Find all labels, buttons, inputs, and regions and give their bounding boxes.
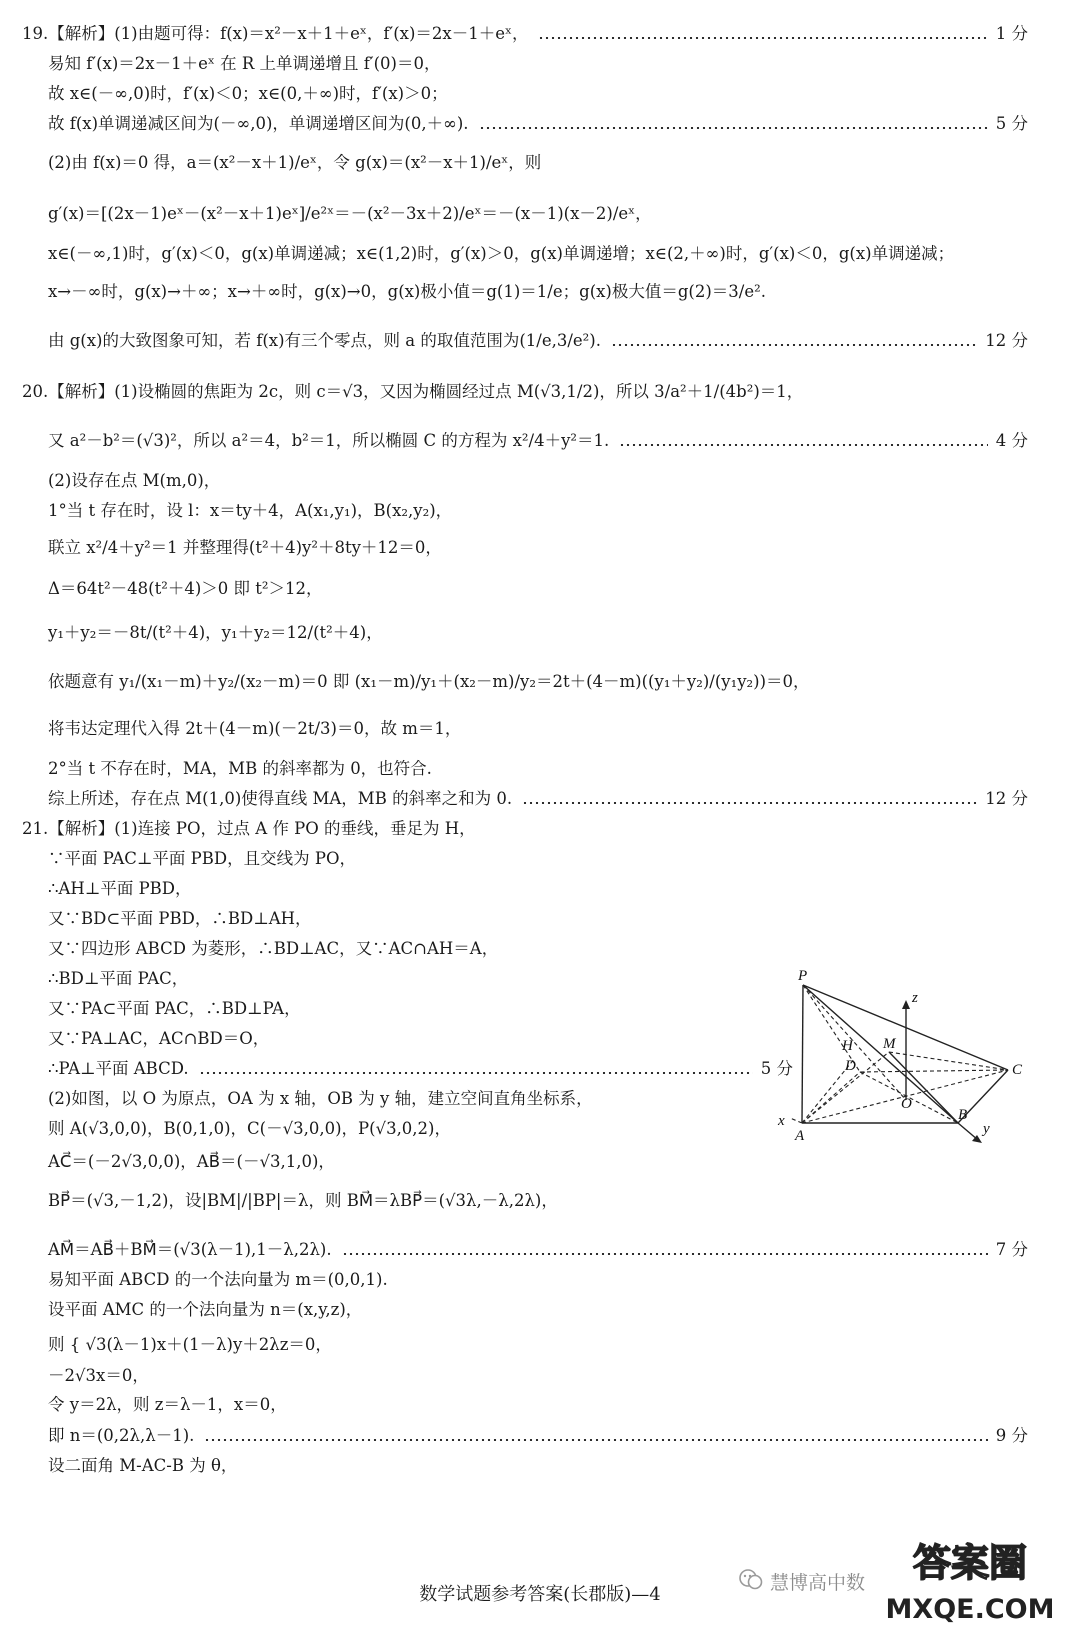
- label-D: D: [845, 1058, 856, 1074]
- solution-line: [48, 1230, 1028, 1260]
- score-label: 5 分: [760, 1059, 793, 1078]
- edge-DC: [860, 1070, 1008, 1072]
- line-text: 综上所述，存在点 M(1,0)使得直线 MA，MB 的斜率之和为 0.: [48, 789, 513, 808]
- label-H: H: [842, 1038, 853, 1054]
- dotted-leader: [619, 444, 987, 446]
- solution-line: [48, 44, 1028, 74]
- line-text: ∴BD⊥平面 PAC，: [48, 969, 189, 988]
- line-text: 则 A(√3,0,0)，B(0,1,0)，C(－√3,0,0)，P(√3,0,2)，: [48, 1119, 451, 1138]
- solution-line: [48, 929, 793, 959]
- line-text: ∴PA⊥平面 ABCD.: [48, 1059, 189, 1078]
- line-text: 故 x∈(－∞,0)时，f′(x)＜0；x∈(0,＋∞)时，f′(x)＞0；: [48, 84, 448, 103]
- line-text: y₁＋y₂＝－8t/(t²＋4)，y₁＋y₂＝12/(t²＋4)，: [48, 623, 383, 642]
- solution-line: [48, 1446, 1028, 1476]
- solution-line: [48, 1142, 793, 1172]
- line-MC: [889, 1052, 1008, 1070]
- label-A: A: [795, 1128, 805, 1144]
- solution-line: [22, 14, 1028, 44]
- solution-line: [48, 1109, 793, 1139]
- solution-line: [48, 613, 1028, 643]
- solution-line: [48, 491, 1028, 521]
- line-text: 易知平面 ABCD 的一个法向量为 m＝(0,0,1).: [48, 1270, 388, 1289]
- line-text: 2°当 t 不存在时，MA，MB 的斜率都为 0，也符合.: [48, 759, 432, 778]
- score-label: 12 分: [985, 789, 1028, 808]
- dotted-leader: [538, 37, 987, 39]
- answer-site-logo: [885, 1528, 1055, 1628]
- line-text: 故 f(x)单调递减区间为(－∞,0)，单调递增区间为(0,＋∞).: [48, 114, 469, 133]
- solution-line: [48, 421, 1028, 451]
- solution-line: [48, 104, 1028, 134]
- line-text: (2)由 f(x)＝0 得，a＝(x²－x＋1)/eˣ，令 g(x)＝(x²－x＋1)/eˣ，则: [48, 153, 542, 172]
- score-label: 9 分: [995, 1426, 1028, 1445]
- x-axis: [790, 1118, 802, 1123]
- label-y: y: [983, 1121, 990, 1137]
- solution-line: [48, 869, 793, 899]
- line-text: 又∵四边形 ABCD 为菱形，∴BD⊥AC，又∵AC∩AH＝A，: [48, 939, 499, 958]
- solution-line: [48, 74, 1028, 104]
- solution-line: [48, 709, 1028, 739]
- line-MB: [889, 1052, 958, 1123]
- watermark-text: 慧博高中数: [770, 1572, 866, 1594]
- score-label: 7 分: [995, 1240, 1028, 1259]
- line-text: BP⃗＝(√3,－1,2)，设|BM|/|BP|＝λ，则 BM⃗＝λBP⃗＝(√3λ,－λ,2λ)，: [48, 1191, 558, 1210]
- line-text: AM⃗＝AB⃗＋BM⃗＝(√3(λ－1),1－λ,2λ).: [48, 1240, 332, 1259]
- solution-line: [48, 989, 793, 1019]
- line-text: 依题意有 y₁/(x₁－m)＋y₂/(x₂－m)＝0 即 (x₁－m)/y₁＋(x₂－m)/y₂＝2t＋(4－m)((y₁＋y₂)/(y₁y₂))＝0，: [48, 672, 810, 691]
- solution-line: [48, 528, 1028, 558]
- line-text: 设二面角 M-AC-B 为 θ，: [48, 1456, 238, 1475]
- solution-line: [48, 1325, 1028, 1355]
- line-text: AC⃗＝(－2√3,0,0)，AB⃗＝(－√3,1,0)，: [48, 1152, 335, 1171]
- edge-PA: [802, 985, 803, 1123]
- dotted-leader: [342, 1253, 988, 1255]
- score-label: 12 分: [985, 331, 1028, 350]
- solution-line: [48, 1079, 793, 1109]
- solution-line: [48, 1385, 1028, 1415]
- line-text: g′(x)＝[(2x－1)eˣ－(x²－x＋1)eˣ]/e²ˣ＝－(x²－3x＋2)/eˣ＝－(x－1)(x－2)/eˣ，: [48, 204, 652, 223]
- dotted-leader: [611, 344, 977, 346]
- label-x: x: [778, 1113, 785, 1129]
- solution-line: [48, 321, 1028, 351]
- score-label: 5 分: [995, 114, 1028, 133]
- solution-line: [48, 1049, 793, 1079]
- line-text: 21.【解析】(1)连接 PO，过点 A 作 PO 的垂线，垂足为 H，: [22, 819, 476, 838]
- label-P: P: [798, 968, 808, 984]
- dotted-leader: [204, 1439, 987, 1441]
- line-text: 则 { √3(λ－1)x＋(1－λ)y＋2λz＝0，: [48, 1335, 332, 1354]
- pyramid-figure: [778, 968, 1060, 1200]
- line-text: (2)如图，以 O 为原点，OA 为 x 轴，OB 为 y 轴，建立空间直角坐标系，: [48, 1089, 593, 1108]
- line-text: ∵平面 PAC⊥平面 PBD，且交线为 PO，: [48, 849, 356, 868]
- solution-line: [48, 272, 1028, 302]
- wechat-icon: [737, 1566, 765, 1594]
- solution-line: [48, 779, 1028, 809]
- solution-line: [48, 1019, 793, 1049]
- dotted-leader: [479, 127, 988, 129]
- line-text: 又 a²－b²＝(√3)²，所以 a²＝4，b²＝1，所以椭圆 C 的方程为 x²/4＋y²＝1.: [48, 431, 610, 450]
- line-text: －2√3x＝0，: [48, 1366, 149, 1385]
- label-z: z: [912, 990, 918, 1006]
- solution-line: [48, 1356, 1028, 1386]
- line-text: 由 g(x)的大致图象可知，若 f(x)有三个零点，则 a 的取值范围为(1/e,3/e²).: [48, 331, 601, 350]
- line-text: ∴AH⊥平面 PBD，: [48, 879, 192, 898]
- line-text: x∈(－∞,1)时，g′(x)＜0，g(x)单调递减；x∈(1,2)时，g′(x)＞0，g(x)单调递增；x∈(2,＋∞)时，g′(x)＜0，g(x)单调递减；: [48, 244, 955, 263]
- label-C: C: [1012, 1062, 1023, 1078]
- solution-line: [48, 749, 1028, 779]
- line-text: (2)设存在点 M(m,0)，: [48, 471, 221, 490]
- score-label: 1 分: [995, 24, 1028, 43]
- dotted-leader: [199, 1072, 753, 1074]
- page-footer: 数学试题参考答案(长郡版)—4: [419, 1584, 661, 1605]
- line-text: Δ＝64t²－48(t²＋4)＞0 即 t²＞12，: [48, 579, 323, 598]
- solution-line: [48, 1290, 1028, 1320]
- line-text: x→－∞时，g(x)→＋∞；x→＋∞时，g(x)→0，g(x)极小值＝g(1)＝1/e；g(x)极大值＝g(2)＝3/e².: [48, 282, 766, 301]
- solution-line: [48, 194, 1028, 224]
- line-text: 20.【解析】(1)设椭圆的焦距为 2c，则 c＝√3，又因为椭圆经过点 M(√3,1/2)，所以 3/a²＋1/(4b²)＝1，: [22, 382, 804, 401]
- solution-line: [48, 959, 793, 989]
- line-text: 1°当 t 存在时，设 l：x＝ty＋4，A(x₁,y₁)，B(x₂,y₂)，: [48, 501, 453, 520]
- line-text: 将韦达定理代入得 2t＋(4－m)(－2t/3)＝0，故 m＝1，: [48, 719, 462, 738]
- solution-line: [48, 662, 1028, 692]
- solution-line: [22, 809, 1028, 839]
- line-text: 又∵BD⊂平面 PBD，∴BD⊥AH，: [48, 909, 312, 928]
- line-text: 易知 f′(x)＝2x－1＋eˣ 在 R 上单调递增且 f′(0)＝0，: [48, 54, 441, 73]
- solution-line: [48, 143, 1028, 173]
- line-text: 令 y＝2λ，则 z＝λ－1，x＝0，: [48, 1395, 287, 1414]
- line-text: 联立 x²/4＋y²＝1 并整理得(t²＋4)y²＋8ty＋12＝0，: [48, 538, 442, 557]
- svg-text:MXQE.COM: MXQE.COM: [885, 1594, 1055, 1625]
- solution-line: [48, 1260, 1028, 1290]
- solution-line: [48, 899, 793, 929]
- solution-line: [48, 569, 1028, 599]
- line-text: 又∵PA⊂平面 PAC，∴BD⊥PA，: [48, 999, 301, 1018]
- solution-line: [48, 839, 793, 869]
- score-label: 4 分: [995, 431, 1028, 450]
- solution-line: [48, 234, 1028, 264]
- z-arrow: [902, 1000, 910, 1009]
- label-O: O: [901, 1096, 912, 1112]
- solution-line: [48, 1416, 1028, 1446]
- line-text: 即 n＝(0,2λ,λ－1).: [48, 1426, 195, 1445]
- dotted-leader: [522, 802, 977, 804]
- line-text: 19.【解析】(1)由题可得：f(x)＝x²－x＋1＋eˣ，f′(x)＝2x－1＋eˣ，: [22, 24, 529, 43]
- solution-line: [48, 461, 1028, 491]
- line-text: 又∵PA⊥AC，AC∩BD＝O，: [48, 1029, 270, 1048]
- label-B: B: [958, 1107, 968, 1123]
- svg-text:答案圈: 答案圈: [912, 1541, 1028, 1585]
- line-text: 设平面 AMC 的一个法向量为 n＝(x,y,z)，: [48, 1300, 363, 1319]
- label-M: M: [883, 1036, 896, 1052]
- solution-line: [22, 372, 1028, 402]
